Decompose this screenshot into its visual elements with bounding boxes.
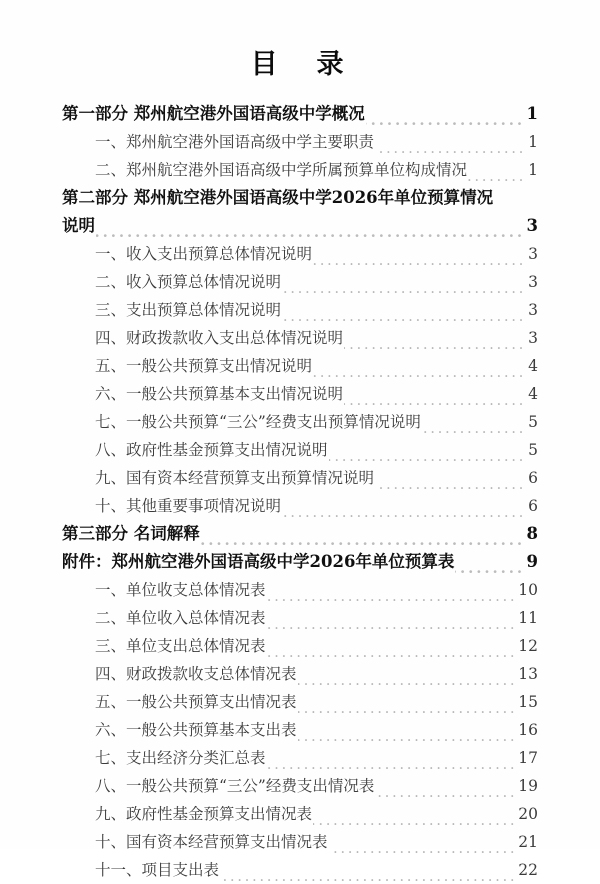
toc-part-item[interactable] xyxy=(62,520,538,548)
dot-leader xyxy=(313,253,526,269)
toc-page-number: 1 xyxy=(527,156,538,184)
toc-subitem[interactable] xyxy=(62,352,538,380)
toc-subitem[interactable] xyxy=(62,324,538,352)
dot-leader xyxy=(282,505,526,521)
toc-subitem[interactable] xyxy=(62,772,538,800)
toc-subitem[interactable] xyxy=(62,744,538,772)
toc-subitem[interactable] xyxy=(62,380,538,408)
dot-leader xyxy=(267,757,518,773)
toc-entry-label: 十、国有资本经营预算支出情况表 xyxy=(95,828,328,856)
toc-entry-label: 第三部分 名词解释 xyxy=(62,520,200,548)
toc-entry-label: 六、一般公共预算基本支出情况说明 xyxy=(95,380,343,408)
toc-subitem[interactable] xyxy=(62,492,538,520)
toc-entry-label: 四、财政拨款收支总体情况表 xyxy=(95,660,297,688)
toc-page-number: 10 xyxy=(518,576,538,604)
dot-leader xyxy=(298,673,518,689)
dot-leader xyxy=(220,869,517,884)
toc-page-number: 12 xyxy=(518,632,538,660)
dot-leader xyxy=(375,141,526,157)
toc-page-number: 8 xyxy=(526,520,538,548)
toc-page-number: 3 xyxy=(527,324,538,352)
toc-part-item[interactable] xyxy=(62,184,538,212)
toc-entry-label: 说明 xyxy=(62,212,95,240)
dot-leader xyxy=(468,169,526,185)
page-title: 目 录 xyxy=(0,42,600,81)
toc-entry-label: 二、单位收入总体情况表 xyxy=(95,604,266,632)
toc-page-number: 9 xyxy=(526,548,538,576)
toc-entry-label: 九、国有资本经营预算支出预算情况说明 xyxy=(95,464,374,492)
toc-subitem[interactable] xyxy=(62,604,538,632)
toc-entry-label: 八、一般公共预算“三公”经费支出情况表 xyxy=(95,772,374,800)
toc-page-number: 1 xyxy=(527,128,538,156)
toc-subitem[interactable] xyxy=(62,408,538,436)
toc-subitem[interactable] xyxy=(62,660,538,688)
toc-part-item[interactable] xyxy=(62,212,538,240)
dot-leader xyxy=(96,224,525,241)
toc-entry-label: 三、支出预算总体情况说明 xyxy=(95,296,281,324)
toc-subitem[interactable] xyxy=(62,240,538,268)
toc-page-number: 20 xyxy=(518,800,538,828)
toc-page-number: 3 xyxy=(527,296,538,324)
dot-leader xyxy=(375,477,526,493)
toc-subitem[interactable] xyxy=(62,464,538,492)
dot-leader xyxy=(267,645,518,661)
toc-subitem[interactable] xyxy=(62,716,538,744)
toc-page-number: 21 xyxy=(518,828,538,856)
toc-page-number: 6 xyxy=(527,492,538,520)
dot-leader xyxy=(329,449,526,465)
toc-page-number: 3 xyxy=(526,212,538,240)
dot-leader xyxy=(298,729,518,745)
dot-leader xyxy=(282,281,526,297)
dot-leader xyxy=(313,365,526,381)
dot-leader xyxy=(344,393,526,409)
toc-entry-label: 五、一般公共预算支出情况说明 xyxy=(95,352,312,380)
table-of-contents xyxy=(62,100,538,884)
toc-entry-label: 三、单位支出总体情况表 xyxy=(95,632,266,660)
toc-page-number: 5 xyxy=(527,436,538,464)
dot-leader xyxy=(267,617,518,633)
toc-subitem[interactable] xyxy=(62,632,538,660)
toc-part-item[interactable] xyxy=(62,548,538,576)
dot-leader xyxy=(282,309,526,325)
dot-leader xyxy=(313,813,517,829)
toc-page-number: 15 xyxy=(518,688,538,716)
toc-subitem[interactable] xyxy=(62,576,538,604)
dot-leader xyxy=(422,421,526,437)
toc-page-number: 3 xyxy=(527,268,538,296)
toc-entry-label: 二、郑州航空港外国语高级中学所属预算单位构成情况 xyxy=(95,156,467,184)
dot-leader xyxy=(298,701,518,717)
toc-page-number: 6 xyxy=(527,464,538,492)
toc-entry-label: 第二部分 郑州航空港外国语高级中学2026年单位预算情况 xyxy=(62,184,493,212)
toc-subitem[interactable] xyxy=(62,128,538,156)
toc-page-number: 16 xyxy=(518,716,538,744)
toc-entry-label: 十、其他重要事项情况说明 xyxy=(95,492,281,520)
toc-entry-label: 八、政府性基金预算支出情况说明 xyxy=(95,436,328,464)
toc-subitem[interactable] xyxy=(62,856,538,884)
toc-entry-label: 九、政府性基金预算支出情况表 xyxy=(95,800,312,828)
toc-entry-label: 六、一般公共预算基本支出表 xyxy=(95,716,297,744)
toc-subitem[interactable] xyxy=(62,156,538,184)
toc-subitem[interactable] xyxy=(62,800,538,828)
toc-page-number: 4 xyxy=(527,352,538,380)
toc-page-number: 1 xyxy=(526,100,538,128)
dot-leader xyxy=(366,112,525,129)
toc-page-number: 22 xyxy=(518,856,538,884)
toc-entry-label: 七、一般公共预算“三公”经费支出预算情况说明 xyxy=(95,408,421,436)
toc-page-number: 13 xyxy=(518,660,538,688)
dot-leader xyxy=(344,337,526,353)
dot-leader xyxy=(267,589,518,605)
toc-entry-label: 第一部分 郑州航空港外国语高级中学概况 xyxy=(62,100,365,128)
toc-page-number: 4 xyxy=(527,380,538,408)
toc-subitem[interactable] xyxy=(62,688,538,716)
toc-subitem[interactable] xyxy=(62,268,538,296)
toc-page-number: 19 xyxy=(518,772,538,800)
toc-subitem[interactable] xyxy=(62,436,538,464)
toc-page-number: 5 xyxy=(527,408,538,436)
toc-page-number: 3 xyxy=(527,240,538,268)
dot-leader xyxy=(375,785,517,801)
toc-page-number: 11 xyxy=(518,604,538,632)
toc-entry-label: 十一、项目支出表 xyxy=(95,856,219,884)
toc-entry-label: 五、一般公共预算支出情况表 xyxy=(95,688,297,716)
dot-leader xyxy=(201,532,525,549)
toc-entry-label: 一、收入支出预算总体情况说明 xyxy=(95,240,312,268)
dot-leader xyxy=(329,841,518,857)
toc-entry-label: 二、收入预算总体情况说明 xyxy=(95,268,281,296)
toc-entry-label: 附件：郑州航空港外国语高级中学2026年单位预算表 xyxy=(62,548,454,576)
toc-entry-label: 一、单位收支总体情况表 xyxy=(95,576,266,604)
toc-subitem[interactable] xyxy=(62,828,538,856)
toc-page-number: 17 xyxy=(518,744,538,772)
toc-entry-label: 四、财政拨款收入支出总体情况说明 xyxy=(95,324,343,352)
dot-leader xyxy=(455,560,525,577)
toc-entry-label: 一、郑州航空港外国语高级中学主要职责 xyxy=(95,128,374,156)
toc-subitem[interactable] xyxy=(62,296,538,324)
toc-entry-label: 七、支出经济分类汇总表 xyxy=(95,744,266,772)
toc-part-item[interactable] xyxy=(62,100,538,128)
